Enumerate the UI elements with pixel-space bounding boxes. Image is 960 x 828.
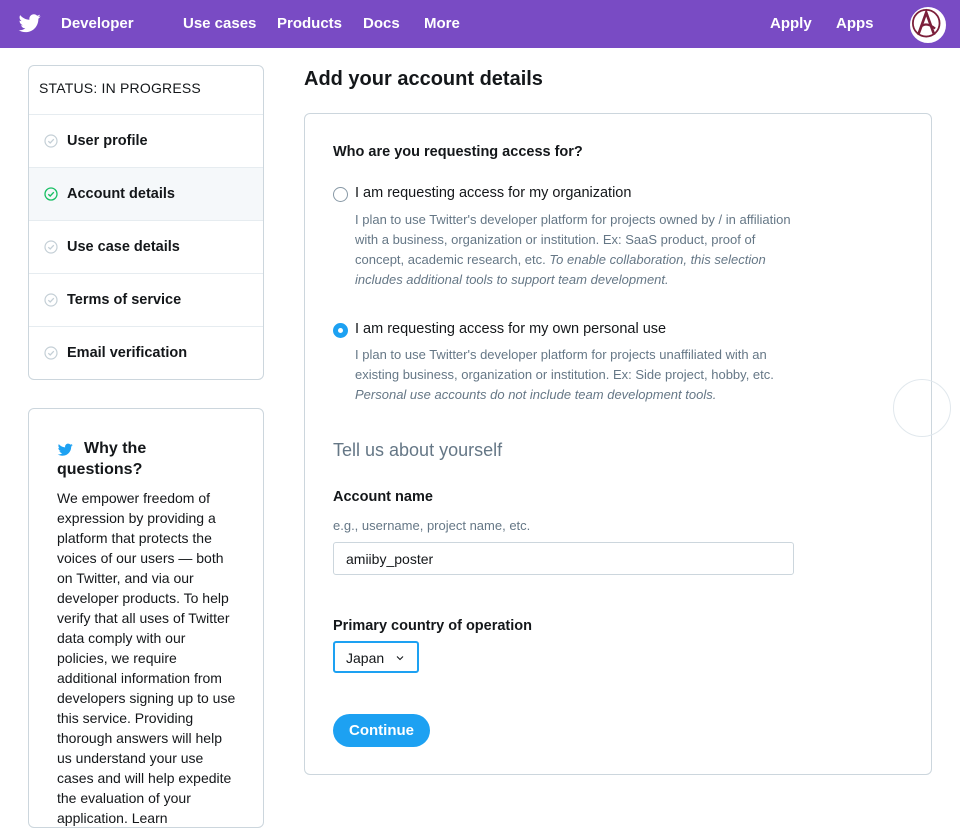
desc-text: I plan to use Twitter's developer platform for projects unaffiliated with an existing business, organization or institution. Ex: Side project, hobby, etc.	[355, 347, 774, 382]
country-select[interactable]	[333, 641, 419, 673]
step-user-profile[interactable]	[29, 115, 263, 168]
nav-link-apply[interactable]: Apply	[770, 15, 812, 32]
nav-link-more[interactable]: More	[424, 15, 460, 32]
section-heading: Tell us about yourself	[333, 440, 503, 460]
step-email-verification[interactable]	[29, 327, 263, 380]
account-name-input[interactable]	[333, 542, 794, 575]
option-organization-desc	[355, 210, 800, 290]
desc-text: I plan to use Twitter's developer platform for projects owned by / in affiliation with a business, organization or institution. Ex: SaaS product, proof of concept, academic research, etc.	[355, 212, 791, 267]
avatar-glyph	[912, 9, 944, 41]
step-label: Terms of service	[67, 292, 182, 308]
why-body: We empower freedom of expression by providing a platform that protects the voices of our users — both on Twitter, and via our developer products. To help verify that all uses of Twitter data comply with our policies, we require additional information from developers signing up to use this service. Providing thorough answers will help us understand your use cases and will help expedite the evaluation of your application. Learn	[57, 490, 236, 826]
step-use-case-details[interactable]	[29, 221, 263, 274]
access-question: Who are you requesting access for?	[333, 144, 583, 160]
user-avatar-icon[interactable]	[910, 7, 946, 43]
desc-italic-text: Personal use accounts do not include team development tools.	[355, 387, 717, 402]
nav-link-use-cases[interactable]: Use cases	[183, 15, 257, 32]
check-circle-icon	[44, 187, 58, 201]
option-personal-desc	[355, 345, 800, 405]
option-personal-label[interactable]: I am requesting access for my own personal use	[355, 321, 667, 337]
check-circle-icon	[44, 240, 58, 254]
radio-personal-use[interactable]	[333, 323, 348, 338]
top-nav	[0, 0, 960, 48]
application-steps	[28, 65, 264, 380]
continue-button[interactable]: Continue	[333, 714, 430, 747]
step-label: Email verification	[67, 345, 188, 361]
desc-italic-text: To enable collaboration, this selection includes additional tools to support team development.	[355, 252, 766, 287]
step-account-details[interactable]	[29, 168, 263, 221]
check-circle-icon	[44, 134, 58, 148]
step-label: Use case details	[67, 239, 180, 255]
nav-link-docs[interactable]: Docs	[363, 15, 400, 32]
twitter-bird-icon[interactable]	[19, 12, 41, 34]
page-title: Add your account details	[304, 68, 543, 90]
status-label: STATUS: IN PROGRESS	[29, 66, 263, 115]
check-circle-icon	[44, 293, 58, 307]
step-label: Account details	[67, 186, 175, 202]
account-name-label: Account name	[333, 489, 433, 505]
why-questions-panel	[28, 408, 264, 828]
account-details-form	[304, 113, 932, 775]
country-select-value: Japan	[346, 650, 385, 666]
step-label: User profile	[67, 133, 148, 149]
nav-link-products[interactable]: Products	[277, 15, 343, 32]
country-label: Primary country of operation	[333, 618, 533, 634]
radio-organization[interactable]	[333, 187, 348, 202]
option-organization-label[interactable]: I am requesting access for my organization	[355, 185, 632, 201]
nav-brand-developer[interactable]: Developer	[61, 15, 134, 32]
floating-circle-handle[interactable]	[893, 379, 951, 437]
account-name-hint: e.g., username, project name, etc.	[333, 518, 531, 533]
nav-link-apps[interactable]: Apps	[836, 15, 874, 32]
check-circle-icon	[44, 346, 58, 360]
chevron-down-icon	[395, 653, 405, 663]
why-title: Why the questions?	[57, 440, 147, 478]
step-terms-of-service[interactable]	[29, 274, 263, 327]
